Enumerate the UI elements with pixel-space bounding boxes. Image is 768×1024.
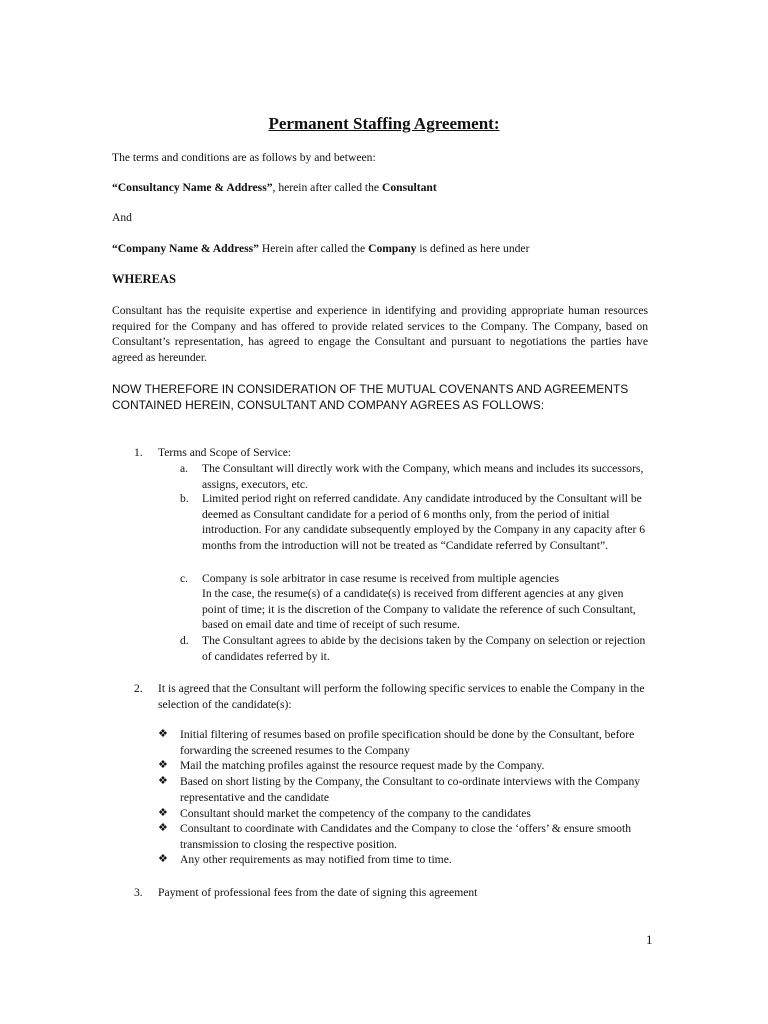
diamond-bullet-icon: ❖	[158, 822, 168, 834]
list-item: Consultant should market the competency of the company to the candidates	[180, 807, 531, 820]
diamond-bullet-icon: ❖	[158, 853, 168, 865]
list-item: Initial filtering of resumes based on profile specification should be done by the Consultant, before forwarding the screened resumes to the Company	[180, 728, 635, 757]
intro-text: The terms and conditions are as follows by and between:	[112, 151, 376, 164]
consultant-role: Consultant	[381, 181, 437, 194]
list-item: Mail the matching profiles against the resource request made by the Company.	[180, 759, 545, 772]
company-middle-text: Herein after called the	[258, 242, 369, 255]
section-number: 2.	[134, 682, 143, 695]
consultant-middle-text: , herein after called the	[272, 181, 382, 194]
subitem-text: The Consultant agrees to abide by the decisions taken by the Company on selection or rejection of candidates referred by it.	[202, 634, 646, 663]
subitem-label: b.	[180, 492, 189, 505]
diamond-bullet-icon: ❖	[158, 775, 168, 787]
subitem-text: The Consultant will directly work with the Company, which means and includes its successors, assigns, executors, etc.	[202, 462, 644, 491]
subitem-label: c.	[180, 572, 189, 585]
subitem-text: Company is sole arbitrator in case resume is received from multiple agencies	[202, 572, 560, 585]
company-name: “Company Name & Address”	[112, 242, 259, 255]
consultant-name: “Consultancy Name & Address”	[112, 181, 273, 194]
subitem-label: d.	[180, 634, 189, 647]
whereas-heading: WHEREAS	[112, 272, 176, 286]
diamond-bullet-icon: ❖	[158, 728, 168, 740]
section-heading: It is agreed that the Consultant will perform the following specific services to enable the Company in the selection of the candidate(s):	[158, 682, 645, 711]
company-end-text: is defined as here under	[416, 242, 530, 255]
section-number: 3.	[134, 886, 143, 899]
list-item: Based on short listing by the Company, the Consultant to co-ordinate interviews with the Company representative and the candidate	[180, 775, 641, 804]
subitem-label: a.	[180, 462, 189, 475]
consultant-party-line	[112, 180, 650, 196]
company-role: Company	[368, 242, 417, 255]
section-heading: Payment of professional fees from the date of signing this agreement	[158, 886, 478, 899]
company-party-line	[112, 241, 650, 257]
subitem-text: Limited period right on referred candidate. Any candidate introduced by the Consultant will be deemed as Consultant candidate for a period of 6 months only, from the period of initial introduction. For any candidate subsequently employed by the Company in any capacity after 6 months from the introduction will not be treated as “Candidate referred by Consultant”.	[202, 492, 646, 552]
diamond-bullet-icon: ❖	[158, 759, 168, 771]
now-therefore-clause: NOW THEREFORE IN CONSIDERATION OF THE MUTUAL COVENANTS AND AGREEMENTS CONTAINED HEREIN, CONSULTANT AND COMPANY AGREES AS FOLLOWS:	[112, 382, 629, 412]
whereas-paragraph: Consultant has the requisite expertise and experience in identifying and providing appropriate human resources required for the Company and has offered to provide related services to the Company. The Company, based on Consultant’s representation, has agreed to engage the Consultant and pursuant to negotiations the parties have agreed as hereunder.	[112, 304, 648, 364]
page-number: 1	[646, 932, 653, 947]
section-heading: Terms and Scope of Service:	[158, 446, 292, 459]
subitem-text-continued: In the case, the resume(s) of a candidate(s) is received from different agencies at any given point of time; it is the discretion of the Company to validate the reference of such Consultant, based on email date and time of receipt of such resume.	[202, 587, 636, 631]
diamond-bullet-icon: ❖	[158, 807, 168, 819]
and-text: And	[112, 211, 132, 224]
list-item: Consultant to coordinate with Candidates and the Company to close the ‘offers’ & ensure smooth transmission to closing the respective position.	[180, 822, 631, 851]
document-title: Permanent Staffing Agreement:	[268, 114, 500, 133]
list-item: Any other requirements as may notified from time to time.	[180, 853, 452, 866]
section-number: 1.	[134, 446, 143, 459]
